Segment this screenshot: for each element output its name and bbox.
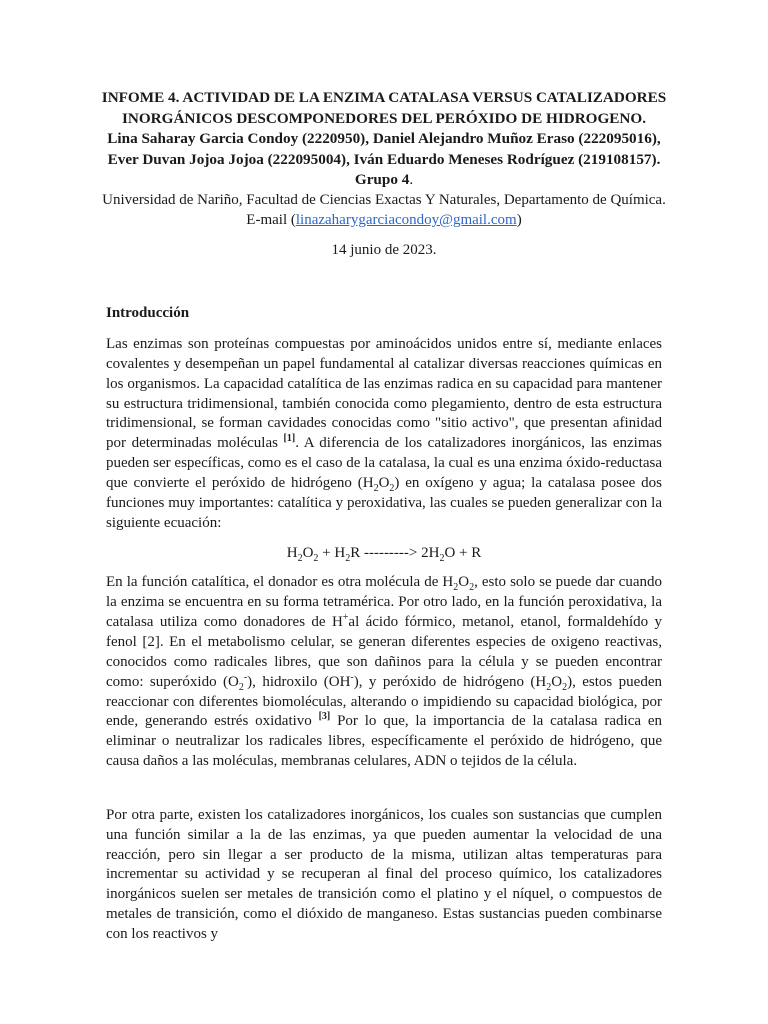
author-list: Lina Saharay Garcia Condoy (2220950), Daniel Alejandro Muñoz Eraso (222095016), Ever Duvan Jojoa Jojoa (222095004), Iván Eduardo Meneses Rodríguez (219108157). Grupo 4. <box>107 130 661 188</box>
affiliation: Universidad de Nariño, Facultad de Ciencias Exactas Y Naturales, Departamento de Química. <box>102 191 666 208</box>
email-link[interactable]: linazaharygarciacondoy@gmail.com <box>295 212 517 228</box>
citation-3: [3] <box>318 711 331 723</box>
paragraph-3: Por otra parte, existen los catalizadores inorgánicos, los cuales son sustancias que cumplen una función similar a la de las enzimas, ya que pueden aumentar la velocidad de una reacción, pero sin llegar a ser producto de la misma, utilizan altas temperaturas para incrementar su actividad y se recuperan al final del proceso químico, los catalizadores inorgánicos suelen ser metales de transición como el platino y el níquel, o compuestos de metales de transición, como el dióxido de manganeso. Estas sustancias pueden combinarse con los reactivos y <box>106 806 662 942</box>
date: 14 junio de 2023. <box>331 242 437 258</box>
section-heading: Introducción <box>106 305 190 321</box>
paragraph-2: En la función catalítica, el donador es otra molécula de $H_2O_2$, esto solo se puede dar cuando la enzima se encuentra en su forma tetramérica. Por otro lado, en la función peroxidativa, la catalasa utiliza como donadores de H+al ácido fórmico, metanol, etanol, formaldehído y fenol [2]. En el metabolismo celular, se generan diferentes especies de oxigeno reactivas, conocidos como radicales libres, que son dañinos para la célula y se pueden encontrar como: superóxido $(O_2^-)$, hidroxilo (OH-), y peróxido de hidrógeno $(H_2O_2)$, estos pueden reaccionar con diferentes biomoléculas, alterando o impidiendo su capacidad biológica, por ende, generando estrés oxidativo [3] Por lo que, la importancia de la catalasa radica en eliminar o neutralizar los radicales libres, específicamente el peróxido de hidrógeno, que causa daños a las moléculas, membranas celulares, ADN o tejidos de la célula. <box>106 574 662 770</box>
group-label: Grupo 4 <box>354 171 410 188</box>
paragraph-1: Las enzimas son proteínas compuestas por aminoácidos unidos entre sí, mediante enlaces covalentes y desempeñan un papel fundamental al catalizar diversas reacciones químicas en los organismos. La capacidad catalítica de las enzimas radica en su capacidad para mantener su estructura tridimensional, también conocida como plegamiento, dentro de esta estructura tridimensional, se forman cavidades conocidas como "sitio activo", que presentan afinidad por determinadas moléculas [1]. A diferencia de los catalizadores inorgánicos, las enzimas pueden ser específicas, como es el caso de la catalasa, la cual es una enzima óxido-reductasa que convierte el peróxido de hidrógeno $(H_2O_2)$ en oxígeno y agua; la catalasa posee dos funciones muy importantes: catalítica y peroxidativa, las cuales se pueden generalizar con la siguiente ecuación: <box>106 336 662 531</box>
equation: $H_2O_2 + H_2R$ ---------> $2H_2O + R$ <box>286 545 482 565</box>
header <box>100 88 668 260</box>
document-body <box>106 303 662 945</box>
email-line: E-mail (linazaharygarciacondoy@gmail.com) <box>246 212 522 228</box>
citation-1: [1] <box>283 433 296 445</box>
authors: Lina Saharay Garcia Condoy (2220950), Daniel Alejandro Muñoz Eraso (222095016), Ever Duvan Jojoa Jojoa (222095004), Iván Eduardo Meneses Rodríguez (219108157). <box>107 130 661 168</box>
page-title: INFOME 4. ACTIVIDAD DE LA ENZIMA CATALASA VERSUS CATALIZADORES INORGÁNICOS DESCOMPONEDORES DEL PERÓXIDO DE HIDROGENO. <box>101 89 667 127</box>
